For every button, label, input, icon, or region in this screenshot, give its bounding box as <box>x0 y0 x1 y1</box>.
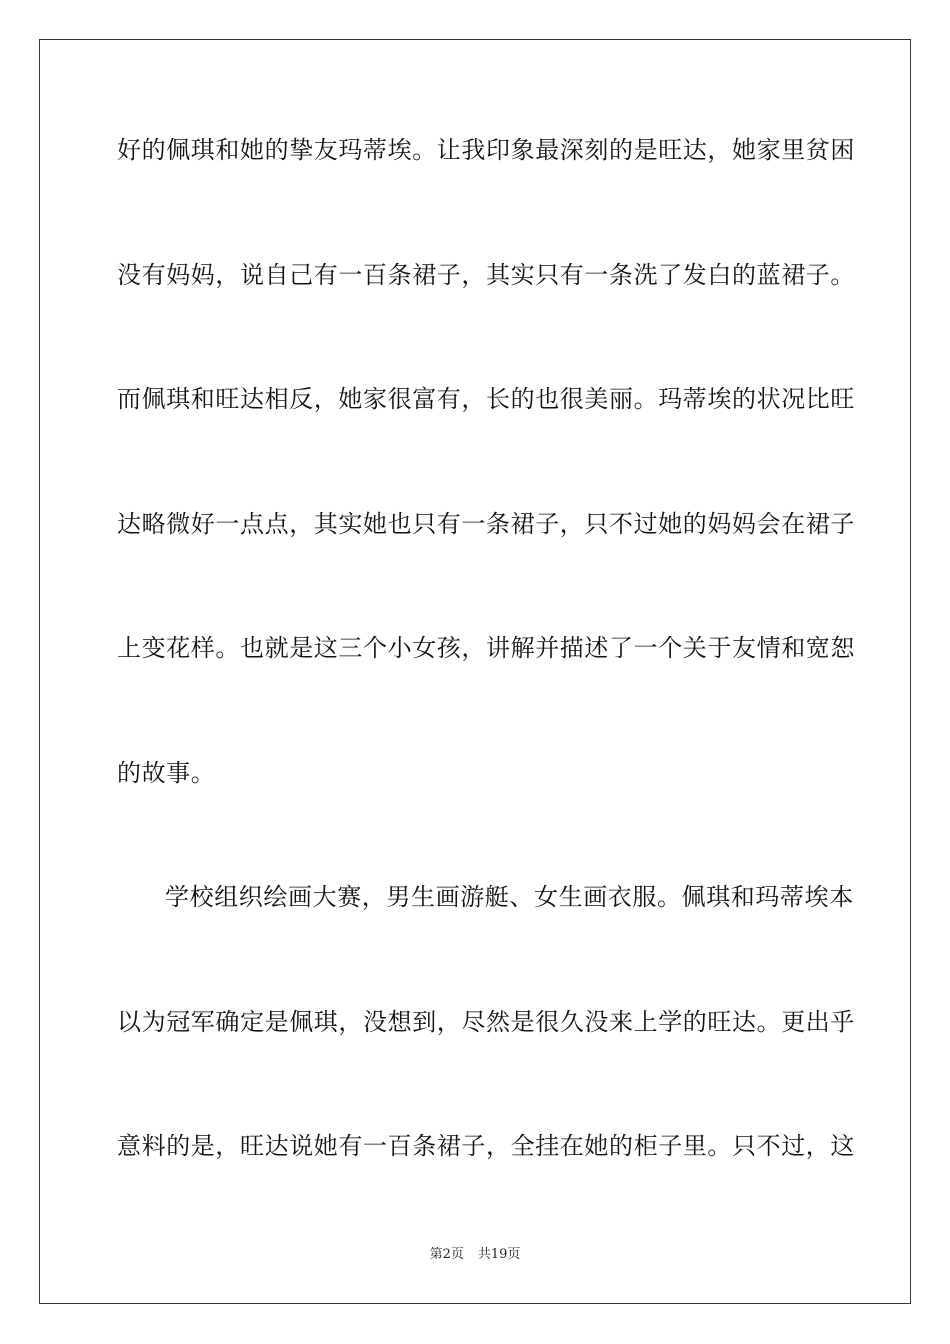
text-line: 达略微好一点点，其实她也只有一条裙子，只不过她的妈妈会在裙子 <box>117 510 855 538</box>
text-line: 的故事。 <box>117 759 216 787</box>
page-footer <box>0 1246 950 1264</box>
text-line: 以为冠军确定是佩琪，没想到，尽然是很久没来上学的旺达。更出乎 <box>117 1008 855 1036</box>
text-line: 没有妈妈，说自己有一百条裙子，其实只有一条洗了发白的蓝裙子。 <box>117 261 855 289</box>
text-line: 而佩琪和旺达相反，她家很富有，长的也很美丽。玛蒂埃的状况比旺 <box>117 385 855 413</box>
text-line: 意料的是，旺达说她有一百条裙子，全挂在她的柜子里。只不过，这 <box>117 1132 855 1160</box>
text-line: 好的佩琪和她的挚友玛蒂埃。让我印象最深刻的是旺达，她家里贫困 <box>117 136 855 164</box>
total-pages: 共19页 <box>477 1247 521 1262</box>
page-number: 第2页 <box>429 1247 464 1262</box>
paragraph-first-line: 学校组织绘画大赛，男生画游艇、女生画衣服。佩琪和玛蒂埃本 <box>165 883 854 911</box>
text-line: 上变花样。也就是这三个小女孩，讲解并描述了一个关于友情和宽恕 <box>117 634 855 662</box>
page-frame <box>39 39 911 1304</box>
